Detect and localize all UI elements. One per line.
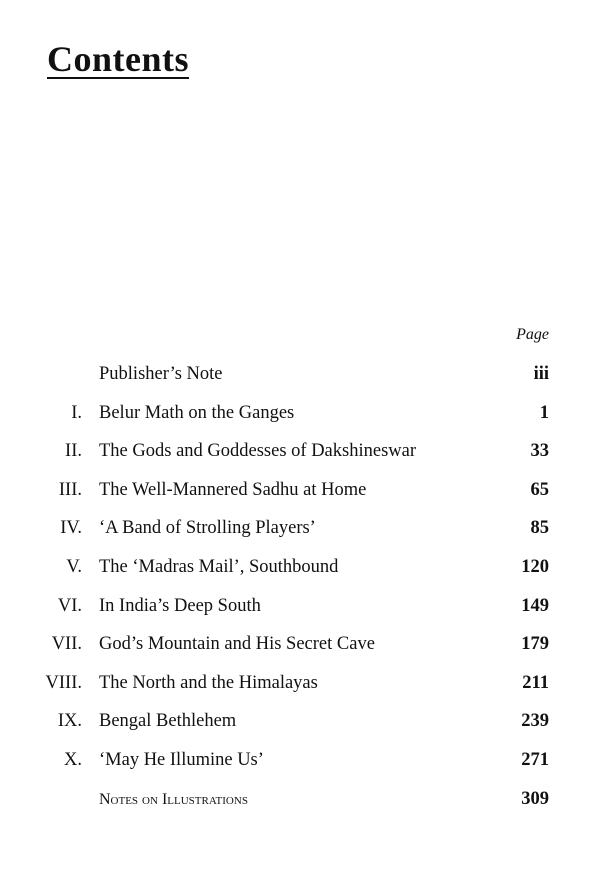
page-number: 179 (521, 634, 549, 655)
chapter-title: Notes on Illustrations (99, 790, 248, 808)
chapter-number: VI. (57, 595, 82, 616)
chapter-number: I. (71, 402, 82, 423)
toc-entry-chapter-6 (0, 594, 600, 633)
toc-entry-chapter-1 (0, 401, 600, 440)
page-number: 33 (530, 441, 549, 462)
chapter-number: III. (58, 479, 82, 500)
toc-entry-publishers-note (0, 362, 600, 401)
page-number: 309 (521, 788, 549, 809)
toc-entry-chapter-4 (0, 516, 600, 555)
toc-entry-chapter-3 (0, 478, 600, 517)
toc-entry-chapter-8 (0, 671, 600, 710)
chapter-title: God’s Mountain and His Secret Cave (99, 634, 375, 655)
chapter-number: IX. (57, 711, 82, 732)
chapter-title: Bengal Bethlehem (99, 711, 237, 732)
toc-entry-notes-on-illustrations (0, 787, 600, 826)
page-number: 65 (530, 479, 549, 500)
chapter-number: VII. (51, 634, 82, 655)
toc-entry-chapter-5 (0, 555, 600, 594)
chapter-title: ‘May He Illumine Us’ (99, 749, 264, 770)
page-number: 1 (539, 402, 549, 423)
toc-entry-chapter-2 (0, 439, 600, 478)
page-number: 149 (521, 595, 549, 616)
chapter-number: X. (64, 749, 82, 770)
chapter-title: The Well-Mannered Sadhu at Home (99, 479, 367, 500)
page-number: 239 (521, 711, 549, 732)
chapter-number: VIII. (45, 672, 82, 693)
page-number: 120 (521, 556, 549, 577)
table-of-contents (0, 362, 600, 825)
page-number: 85 (530, 518, 549, 539)
chapter-title: The ‘Madras Mail’, Southbound (99, 556, 339, 577)
chapter-title: The North and the Himalayas (99, 672, 318, 693)
page-title: Contents (47, 39, 190, 79)
toc-entry-chapter-9 (0, 709, 600, 748)
chapter-title: Publisher’s Note (99, 364, 223, 384)
toc-entry-chapter-7 (0, 632, 600, 671)
chapter-title: The Gods and Goddesses of Dakshineswar (99, 441, 417, 462)
page-column-label: Page (516, 326, 549, 343)
chapter-title: Belur Math on the Ganges (99, 402, 295, 423)
chapter-number: II. (65, 441, 82, 462)
page-number: iii (533, 364, 549, 384)
toc-entry-chapter-10 (0, 748, 600, 787)
chapter-number: V. (66, 556, 82, 577)
page-number: 271 (521, 749, 549, 770)
page-number: 211 (522, 672, 549, 693)
chapter-title: ‘A Band of Strolling Players’ (99, 518, 316, 539)
chapter-number: IV. (60, 518, 82, 539)
chapter-title: In India’s Deep South (99, 595, 261, 616)
